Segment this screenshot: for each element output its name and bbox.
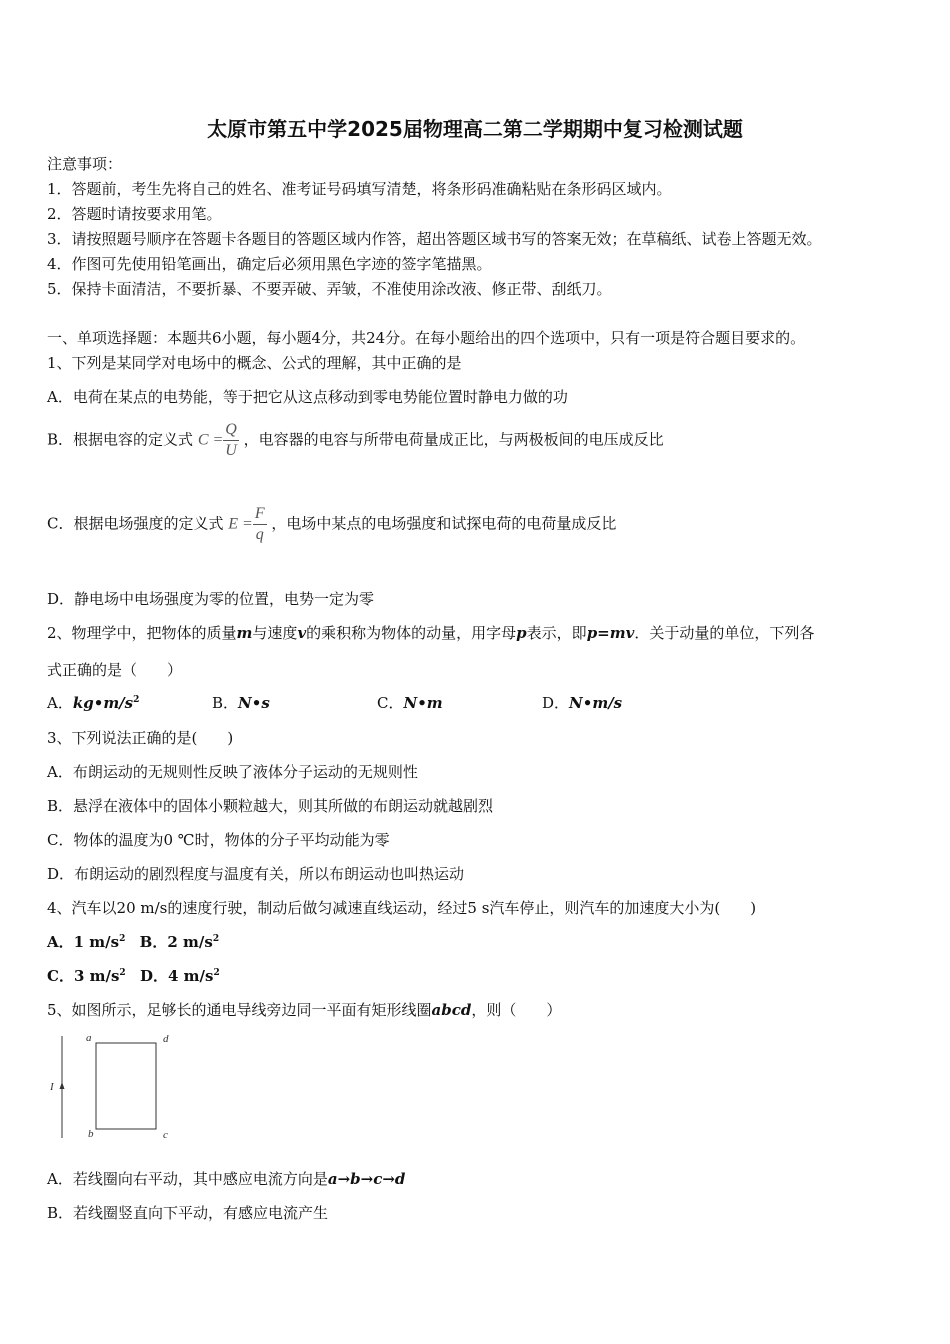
stem-text: ，则（ ）: [471, 1001, 562, 1019]
current-arrow-icon: [60, 1082, 65, 1089]
superscript: 2: [213, 968, 220, 978]
q2-option-b: [212, 692, 270, 713]
option-label: C．: [377, 694, 404, 712]
q2-option-c: [377, 692, 443, 713]
question-1-stem: 1、下列是某同学对电场中的概念、公式的理解，其中正确的是: [47, 354, 462, 372]
q1-option-b: [47, 420, 664, 461]
symbol-p: p: [516, 624, 527, 642]
fraction-numerator: F: [253, 504, 267, 525]
q1-option-d: D．静电场中电场强度为零的位置，电势一定为零: [47, 590, 375, 608]
stem-text: 2、物理学中，把物体的质量: [47, 624, 237, 642]
question-5-stem: [47, 999, 561, 1020]
notice-item: 2．答题时请按要求用笔。: [47, 205, 222, 223]
fraction-denominator: q: [255, 526, 264, 543]
fraction-numerator: Q: [223, 420, 239, 441]
stem-text: 与速度: [252, 624, 298, 642]
option-text: C．3 m/s: [47, 967, 120, 985]
field-strength-fraction: [253, 504, 267, 545]
q1-option-b-prefix: B．根据电容的定义式: [47, 430, 194, 449]
q1-option-b-suffix: ，电容器的电容与所带电荷量成正比，与两极板间的电压成反比: [243, 430, 664, 449]
q4-option-d: [140, 967, 220, 985]
question-2-stem-line2: 式正确的是（ ）: [47, 661, 183, 679]
q3-option-d: D．布朗运动的剧烈程度与温度有关，所以布朗运动也叫热运动: [47, 865, 465, 883]
wire-coil-figure: [48, 1030, 188, 1145]
stem-text: ．关于动量的单位，下列各: [634, 624, 815, 642]
notice-heading: 注意事项：: [47, 155, 123, 173]
page-title: 太原市第五中学2025届物理高二第二学期期中复习检测试题: [207, 117, 743, 141]
superscript: 2: [119, 968, 126, 978]
question-4-stem: 4、汽车以20 m/s的速度行驶，制动后做匀减速直线运动，经过5 s汽车停止，则汽车的加速度大小为( ): [47, 899, 757, 917]
q2-option-d: [542, 692, 622, 713]
q2-option-a: [47, 692, 139, 713]
corner-c: c: [163, 1129, 168, 1141]
q3-option-c: C．物体的温度为0 ℃时，物体的分子平均动能为零: [47, 831, 390, 849]
fraction-denominator: U: [225, 442, 237, 459]
superscript: 2: [133, 695, 140, 705]
superscript: 2: [212, 934, 220, 944]
q1-option-a: A．电荷在某点的电势能，等于把它从这点移动到零电势能位置时静电力做的功: [47, 388, 568, 406]
option-text: B．2 m/s: [139, 933, 213, 951]
question-2-stem: [47, 622, 814, 643]
section-heading: 一、单项选择题：本题共6小题，每小题4分，共24分。在每小题给出的四个选项中，只有一项是符合题目要求的。: [47, 329, 806, 347]
corner-a: a: [86, 1032, 92, 1044]
corner-b: b: [88, 1128, 94, 1140]
q4-option-a: [47, 933, 125, 951]
capacitance-fraction: [223, 420, 239, 461]
q4-option-c: [47, 967, 126, 985]
momentum-formula: p=mv: [586, 624, 635, 642]
option-label: D．: [542, 694, 570, 712]
superscript: 2: [119, 934, 126, 944]
option-value: kg•m/s: [72, 694, 134, 712]
q5-option-b: B．若线圈竖直向下平动，有感应电流产生: [47, 1204, 329, 1222]
stem-text: 5、如图所示，足够长的通电导线旁边同一平面有矩形线圈: [47, 1001, 432, 1019]
option-value: N•m/s: [569, 694, 623, 712]
stem-text: 的乘积称为物体的动量，用字母: [306, 624, 517, 642]
q3-option-b: B．悬浮在液体中的固体小颗粒越大，则其所做的布朗运动就越剧烈: [47, 797, 494, 815]
notice-item: 4．作图可先使用铅笔画出，确定后必须用黑色字迹的签字笔描黑。: [47, 255, 492, 273]
option-text: A．1 m/s: [47, 933, 120, 951]
notice-item: 1．答题前，考生先将自己的姓名、准考证号码填写清楚，将条形码准确粘贴在条形码区域内。: [47, 180, 672, 198]
option-text: D．4 m/s: [139, 967, 214, 985]
option-label: B．: [212, 694, 239, 712]
q4-options-row1: [47, 931, 219, 952]
rectangular-coil: [96, 1043, 156, 1129]
label-I: I: [50, 1081, 54, 1093]
stem-text: 表示，即: [526, 624, 587, 642]
current-path: a→b→c→d: [327, 1170, 406, 1188]
corner-d: d: [163, 1033, 169, 1045]
question-3-stem: 3、下列说法正确的是( ): [47, 729, 234, 747]
formula-lhs: C =: [197, 431, 224, 449]
symbol-m: m: [236, 624, 253, 642]
q1-option-c-suffix: ，电场中某点的电场强度和试探电荷的电荷量成反比: [271, 514, 617, 533]
q4-option-b: [140, 933, 219, 951]
q4-options-row2: [47, 965, 220, 986]
symbol-v: v: [297, 624, 307, 642]
option-label: A．: [47, 694, 73, 712]
q5-option-a: [47, 1168, 405, 1189]
q3-option-a: A．布朗运动的无规则性反映了液体分子运动的无规则性: [47, 763, 418, 781]
formula-lhs: E =: [228, 515, 253, 533]
notice-item: 5．保持卡面清洁，不要折暴、不要弄破、弄皱，不准使用涂改液、修正带、刮纸刀。: [47, 280, 612, 298]
q1-option-c: [47, 504, 616, 545]
option-value: N•m: [403, 694, 443, 712]
option-value: N•s: [238, 694, 270, 712]
coil-label: abcd: [431, 1001, 472, 1019]
notice-item: 3．请按照题号顺序在答题卡各题目的答题区域内作答，超出答题区域书写的答案无效；在草稿纸、试卷上答题无效。: [47, 230, 822, 248]
q1-option-c-prefix: C．根据电场强度的定义式: [47, 514, 224, 533]
option-text: A．若线圈向右平动，其中感应电流方向是: [47, 1170, 328, 1188]
